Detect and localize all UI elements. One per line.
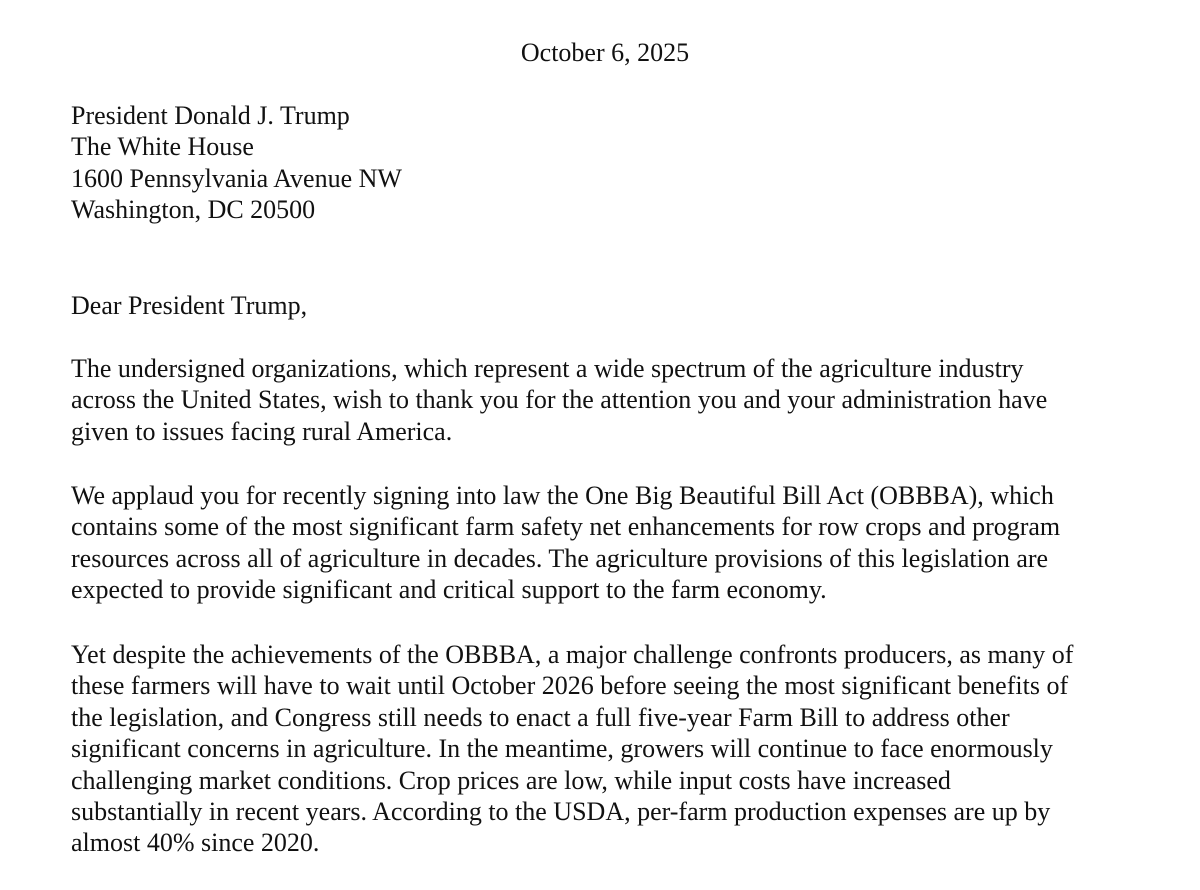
paragraph-obbba [71,480,1060,606]
paragraph-line: contains some of the most significant farm safety net enhancements for row crops and program [71,512,1061,542]
paragraph-line: given to issues facing rural America. [71,416,453,446]
recipient-name: President Donald J. Trump [71,101,350,130]
recipient-address [71,100,402,225]
recipient-city-state-zip: Washington, DC 20500 [71,194,316,224]
recipient-street: 1600 Pennsylvania Avenue NW [71,163,402,193]
salutation: Dear President Trump, [71,291,308,320]
paragraph-line: We applaud you for recently signing into law the One Big Beautiful Bill Act (OBBBA), which [71,481,1054,510]
recipient-organization: The White House [71,132,254,162]
paragraph-line: significant concerns in agriculture. In the meantime, growers will continue to face enormously [71,734,1053,764]
paragraph-line: resources across all of agriculture in decades. The agriculture provisions of this legislation are [71,543,1049,573]
paragraph-line: the legislation, and Congress still needs to enact a full five-year Farm Bill to address other [71,702,1010,732]
paragraph-thanks [71,353,1047,447]
paragraph-line: almost 40% since 2020. [71,828,320,858]
paragraph-line: Yet despite the achievements of the OBBBA, a major challenge confronts producers, as many of [71,640,1074,669]
paragraph-line: across the United States, wish to thank you for the attention you and your administration have [71,385,1048,415]
letter-date: October 6, 2025 [520,38,690,67]
paragraph-line: these farmers will have to wait until October 2026 before seeing the most significant benefits of [71,671,1069,701]
paragraph-line: challenging market conditions. Crop prices are low, while input costs have increased [71,765,951,795]
paragraph-line: expected to provide significant and critical support to the farm economy. [71,575,827,605]
paragraph-line: The undersigned organizations, which represent a wide spectrum of the agriculture industry [71,354,1024,383]
paragraph-challenges [71,639,1073,859]
paragraph-line: substantially in recent years. According to the USDA, per-farm production expenses are up by [71,797,1051,827]
